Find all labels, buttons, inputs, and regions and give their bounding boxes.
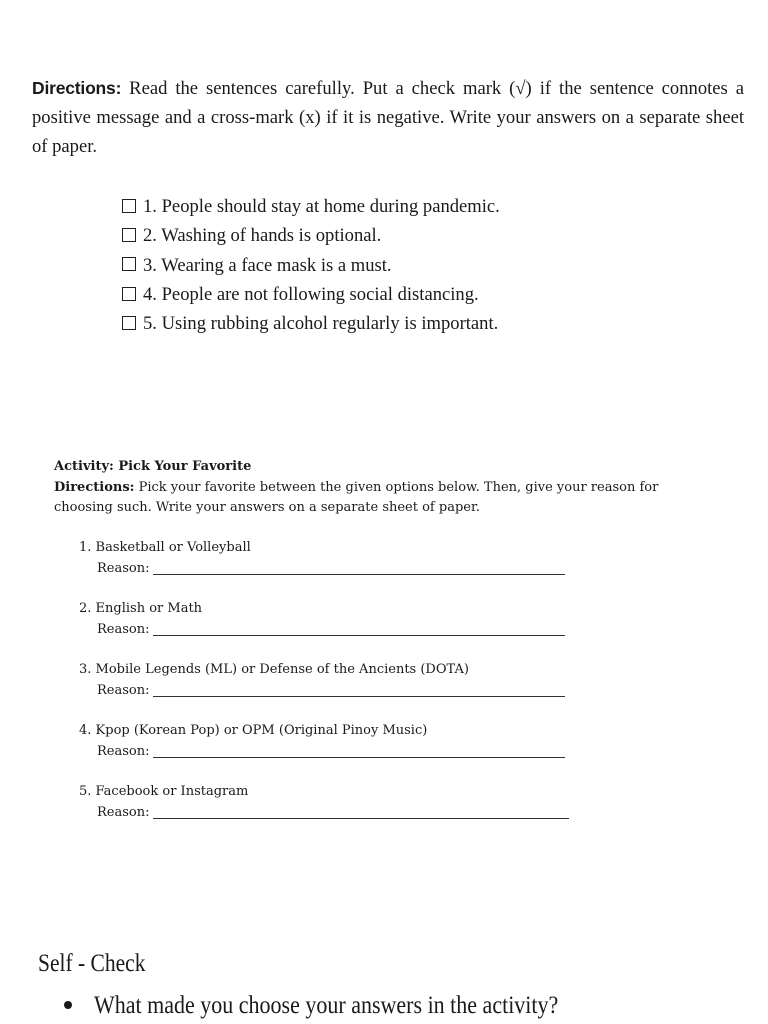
bullet-icon [64, 1001, 72, 1009]
reason-answer-line [153, 574, 565, 575]
activity-directions-label: Directions: [54, 479, 135, 495]
reason-row [79, 620, 599, 641]
directions-text: Read the sentences carefully. Put a check mark (√) if the sentence connotes a positive message and a cross-mark (x) if it is negative. Write your answers on a separate sheet of paper. [32, 78, 744, 157]
checkbox-icon [122, 316, 136, 330]
reason-label: Reason: [97, 804, 150, 820]
checkbox-icon [122, 199, 136, 213]
pick-item [79, 538, 599, 599]
pick-item [79, 721, 599, 782]
statement-text: 4. People are not following social distancing. [143, 283, 479, 305]
reason-row [79, 681, 599, 702]
directions-label: Directions: [32, 78, 122, 98]
pick-option: 5. Facebook or Instagram [79, 784, 249, 799]
directions-paragraph [32, 74, 744, 161]
pick-list [79, 538, 599, 843]
pick-option: 4. Kpop (Korean Pop) or OPM (Original Pinoy Music) [79, 723, 428, 738]
pick-option: 3. Mobile Legends (ML) or Defense of the Ancients (DOTA) [79, 662, 469, 677]
statement-item [122, 192, 500, 221]
statement-item [122, 221, 500, 250]
reason-label: Reason: [97, 743, 150, 759]
activity-directions [54, 478, 694, 519]
self-check-question [64, 988, 622, 1024]
statement-item [122, 280, 500, 309]
check-statement-list [122, 192, 500, 338]
statement-text: 5. Using rubbing alcohol regularly is important. [143, 313, 499, 335]
reason-answer-line [153, 696, 565, 697]
self-check-question-text: What made you choose your answers in the activity? [94, 992, 559, 1019]
reason-row [79, 742, 599, 763]
checkbox-icon [122, 287, 136, 301]
statement-text: 2. Washing of hands is optional. [143, 225, 382, 247]
statement-item [122, 251, 500, 280]
reason-answer-line [153, 635, 565, 636]
statement-item [122, 309, 500, 338]
statement-text: 1. People should stay at home during pandemic. [143, 196, 500, 217]
reason-label: Reason: [97, 621, 150, 637]
pick-option: 1. Basketball or Volleyball [79, 540, 251, 555]
checkbox-icon [122, 257, 136, 271]
reason-row [79, 559, 599, 580]
reason-answer-line [153, 757, 565, 758]
activity-directions-text: Pick your favorite between the given options below. Then, give your reason for choosing such. Write your answers on a separate sheet of paper. [54, 479, 659, 515]
pick-option: 2. English or Math [79, 601, 203, 616]
reason-answer-line [153, 818, 569, 819]
activity-title: Activity: Pick Your Favorite [54, 459, 252, 474]
statement-text: 3. Wearing a face mask is a must. [143, 254, 392, 276]
activity-section [54, 457, 694, 519]
reason-row [79, 803, 599, 824]
pick-item [79, 660, 599, 721]
checkbox-icon [122, 228, 136, 242]
self-check-title: Self - Check [38, 950, 146, 977]
pick-item [79, 782, 599, 843]
reason-label: Reason: [97, 682, 150, 698]
reason-label: Reason: [97, 560, 150, 576]
pick-item [79, 599, 599, 660]
